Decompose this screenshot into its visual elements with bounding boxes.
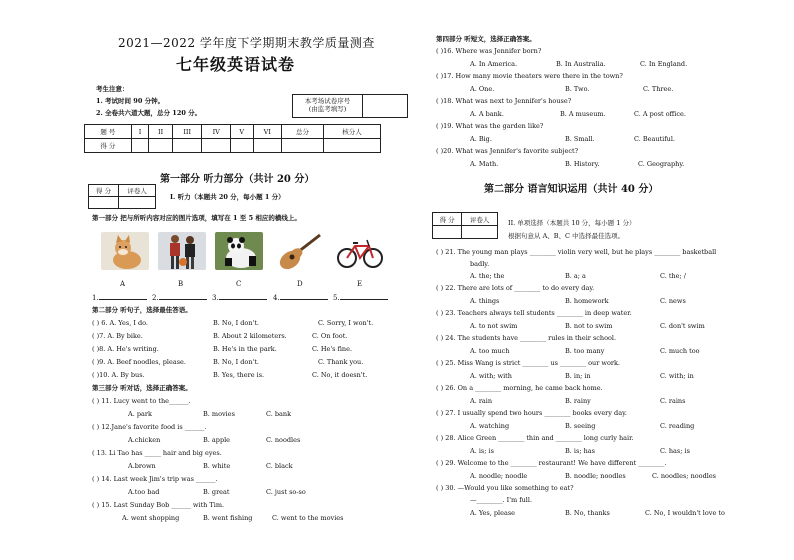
- option-c: C. just so-so: [266, 488, 306, 496]
- option-b: B. noodle; noodles: [565, 472, 626, 480]
- option-c: C. Thank you.: [318, 358, 364, 366]
- picture-letter-b: B: [178, 280, 184, 288]
- option-a: A.brown: [128, 462, 156, 470]
- option-c: C. noodles; noodles: [652, 472, 717, 480]
- option-a: A.chicken: [128, 436, 161, 444]
- part1-title: 第一部分 听力部分（共计 20 分）: [160, 174, 315, 185]
- option-a: A. park: [128, 410, 152, 418]
- option-b: B. seeing: [565, 422, 596, 430]
- grader-name-cell[interactable]: [462, 226, 498, 239]
- option-a: A. is; is: [470, 447, 494, 455]
- answer-blank-1[interactable]: [92, 293, 147, 303]
- option-b: B. Yes, there is.: [213, 371, 265, 379]
- picture-letter-a: A: [120, 280, 126, 288]
- option-c: C. don't swim: [660, 322, 705, 330]
- answer-blank-2[interactable]: [152, 293, 207, 303]
- option-b: B. apple: [203, 436, 231, 444]
- answer-blank-4[interactable]: [273, 293, 328, 303]
- option-c: C. rains: [660, 397, 686, 405]
- option-b: B. is; has: [565, 447, 595, 455]
- score-cell[interactable]: [149, 139, 173, 153]
- question-16: ( )16. Where was Jennifer born?: [436, 47, 542, 55]
- score-header-cell: 题 号: [85, 125, 132, 139]
- score-cell[interactable]: [172, 139, 202, 153]
- option-b: B. Two.: [565, 85, 590, 93]
- score-row-label: 得 分: [85, 139, 132, 153]
- guitar-picture: [276, 232, 324, 270]
- grader-box-part1: [88, 184, 156, 209]
- option-b: B. A museum.: [560, 110, 606, 118]
- option-c: C. No, I wouldn't love to: [645, 509, 725, 517]
- option-c: C. went to the movies: [272, 514, 344, 522]
- option-c: C. black: [266, 462, 293, 470]
- grader-name-label: 评卷人: [119, 185, 156, 197]
- grader-score-label: 得 分: [89, 185, 119, 197]
- notice-line-1: 1. 考试时间 90 分钟。: [96, 97, 165, 105]
- question-24: ( ) 24. The students have ________ rules in their school.: [436, 334, 617, 342]
- question-6: ( ) 6. A. Yes, I do.: [92, 319, 148, 327]
- question-19: ( )19. What was the garden like?: [436, 122, 544, 130]
- option-a: A. with; with: [470, 372, 512, 380]
- grader-name-cell[interactable]: [119, 197, 156, 209]
- listening-title: I. 听力（本题共 20 分，每小题 1 分）: [170, 193, 285, 201]
- option-b: B. rainy: [565, 397, 591, 405]
- option-b: B. in; in: [565, 372, 591, 380]
- option-a: A. Math.: [470, 160, 499, 168]
- picture-letter-d: D: [297, 280, 303, 288]
- option-c: C. In England.: [640, 60, 688, 68]
- option-a: A. noodle; noodle: [470, 472, 528, 480]
- question-17: ( )17. How many movie theaters were there in the town?: [436, 72, 623, 80]
- mc-instructions: 根据句意从 A、B、C 中选择最佳选项。: [508, 232, 625, 240]
- option-c: C. Sorry, I won't.: [318, 319, 374, 327]
- score-cell[interactable]: [282, 139, 324, 153]
- blank-number: 1.: [92, 294, 99, 302]
- question-29: ( ) 29. Welcome to the ________ restaurant! We have different ________.: [436, 459, 667, 467]
- score-cell[interactable]: [202, 139, 231, 153]
- option-b: B. He's in the park.: [213, 345, 277, 353]
- question-22: ( ) 22. There are lots of ________ to do every day.: [436, 284, 595, 292]
- blank-number: 3.: [212, 294, 219, 302]
- option-a: A. too much: [470, 347, 510, 355]
- score-cell[interactable]: [230, 139, 253, 153]
- option-a: A. In America.: [470, 60, 518, 68]
- section1-title: 第一部分 把与所听内容对应的图片选项，填写在 1 至 5 相应的横线上。: [92, 214, 301, 222]
- option-b: B. a; a: [565, 272, 586, 280]
- section4-title: 第四部分 听短文，选择正确答案。: [436, 35, 536, 43]
- question-9: ( )9. A. Beef noodles, please.: [92, 358, 186, 366]
- score-cell[interactable]: [253, 139, 282, 153]
- score-header-cell: II: [149, 125, 173, 139]
- grader-score-cell[interactable]: [89, 197, 119, 209]
- picture-letter-c: C: [236, 280, 242, 288]
- question-30: ( ) 30. —Would you like something to eat?: [436, 484, 574, 492]
- answer-blank-5[interactable]: [333, 293, 388, 303]
- seat-box-label: 本考场试卷序号: [304, 97, 351, 105]
- option-c: C. No, it doesn't.: [312, 371, 368, 379]
- option-c: C. the; /: [660, 272, 686, 280]
- grader-score-cell[interactable]: [433, 226, 462, 239]
- option-a: A. Big.: [470, 135, 492, 143]
- seat-number-box: [292, 94, 408, 118]
- question-30-cont: —________. I'm full.: [470, 496, 533, 504]
- option-c: C. Geography.: [638, 160, 685, 168]
- score-cell[interactable]: [323, 139, 380, 153]
- question-14: ( ) 14. Last week Jim's trip was ______.: [92, 475, 218, 483]
- question-10: ( )10. A. By bus.: [92, 371, 145, 379]
- question-23: ( ) 23. Teachers always tell students ________ in deep water.: [436, 309, 632, 317]
- question-21: ( ) 21. The young man plays ________ violin very well, but he plays ________ basketball: [436, 248, 717, 256]
- option-c: C. has; is: [660, 447, 690, 455]
- option-c: C. On foot.: [312, 332, 348, 340]
- section3-title: 第三部分 听对话，选择正确答案。: [92, 384, 192, 392]
- question-18: ( )18. What was next to Jennifer's house?: [436, 97, 572, 105]
- option-c: C. noodles: [266, 436, 301, 444]
- question-7: ( )7. A. By bike.: [92, 332, 143, 340]
- option-a: A. went shopping: [122, 514, 180, 522]
- option-b: B. not to swim: [565, 322, 613, 330]
- question-12: ( ) 12.Jane's favorite food is ______.: [92, 423, 207, 431]
- option-c: C. bank: [266, 410, 292, 418]
- option-b: B. About 2 kilometers.: [213, 332, 287, 340]
- option-b: B. homework: [565, 297, 609, 305]
- question-26: ( ) 26. On a ________ morning, he came back home.: [436, 384, 603, 392]
- score-cell[interactable]: [131, 139, 149, 153]
- grader-box-part2: [432, 212, 498, 239]
- option-c: C. news: [660, 297, 686, 305]
- option-a: A. watching: [470, 422, 510, 430]
- score-header-cell: V: [230, 125, 253, 139]
- mc-title: II. 单项选择（本题共 10 分，每小题 1 分）: [508, 219, 636, 227]
- bike-picture: [336, 232, 384, 270]
- score-header-cell: IV: [202, 125, 231, 139]
- option-c: C. with; in: [660, 372, 694, 380]
- option-c: C. reading: [660, 422, 695, 430]
- dog-picture: [101, 232, 149, 270]
- option-b: B. movies: [203, 410, 235, 418]
- option-a: A. things: [470, 297, 500, 305]
- option-a: A. rain: [470, 397, 493, 405]
- exam-title: 2021—2022 学年度下学期期末教学质量测查: [118, 36, 375, 50]
- question-15: ( ) 15. Last Sunday Bob ______ with Tim.: [92, 501, 225, 509]
- option-c: C. much too: [660, 347, 700, 355]
- option-a: A.too bad: [128, 488, 160, 496]
- question-20: ( )20. What was Jennifer's favorite subject?: [436, 147, 579, 155]
- exam-subtitle: 七年级英语试卷: [176, 55, 296, 74]
- option-a: A. A bank.: [470, 110, 504, 118]
- part2-title: 第二部分 语言知识运用（共计 40 分）: [484, 184, 659, 195]
- option-b: B. No, I don't.: [213, 358, 260, 366]
- question-11: ( ) 11. Lucy went to the______.: [92, 397, 191, 405]
- score-header-cell: VI: [253, 125, 282, 139]
- notice-line-2: 2. 全卷共六道大题，总分 120 分。: [96, 109, 202, 117]
- grader-score-label: 得 分: [433, 213, 462, 226]
- option-c: C. He's fine.: [312, 345, 353, 353]
- score-table: [84, 124, 381, 153]
- answer-blank-3[interactable]: [212, 293, 267, 303]
- blank-number: 2.: [152, 294, 159, 302]
- question-13: ( 13. Li Tao has _____ hair and big eyes.: [92, 449, 222, 457]
- blank-number: 5.: [333, 294, 340, 302]
- section2-title: 第二部分 听句子，选择最佳答语。: [92, 306, 192, 314]
- question-21-cont: badly.: [470, 260, 490, 268]
- grader-name-label: 评卷人: [462, 213, 498, 226]
- score-header-cell: III: [172, 125, 202, 139]
- question-8: ( )8. A. He's writing.: [92, 345, 159, 353]
- option-a: A. Yes, please: [470, 509, 516, 517]
- option-c: C. A post office.: [634, 110, 686, 118]
- score-header-cell: 总分: [282, 125, 324, 139]
- basketball-people-picture: [158, 232, 206, 270]
- picture-letter-e: E: [357, 280, 363, 288]
- blank-number: 4.: [273, 294, 280, 302]
- option-b: B. No, I don't.: [213, 319, 260, 327]
- question-28: ( ) 28. Alice Green ________ thin and ________ long curly hair.: [436, 434, 634, 442]
- seat-box-note: (由监考填写): [308, 105, 347, 113]
- panda-picture: [215, 232, 263, 270]
- option-b: B. went fishing: [203, 514, 253, 522]
- option-b: B. History.: [565, 160, 600, 168]
- option-a: A. to not swim: [470, 322, 518, 330]
- notice-label: 考生注意：: [96, 85, 129, 93]
- option-c: C. Three.: [643, 85, 674, 93]
- option-b: B. great: [203, 488, 230, 496]
- option-a: A. One.: [470, 85, 495, 93]
- option-b: B. white: [203, 462, 231, 470]
- option-a: A. the; the: [470, 272, 505, 280]
- option-b: B. too many: [565, 347, 605, 355]
- option-b: B. No, thanks: [565, 509, 610, 517]
- score-header-cell: I: [131, 125, 149, 139]
- option-c: C. Beautiful.: [634, 135, 675, 143]
- question-25: ( ) 25. Miss Wang is strict ________ us ________ our work.: [436, 359, 620, 367]
- option-b: B. Small.: [565, 135, 595, 143]
- option-b: B. In Australia.: [556, 60, 606, 68]
- question-27: ( ) 27. I usually spend two hours ________ books every day.: [436, 409, 627, 417]
- score-header-cell: 核分人: [323, 125, 380, 139]
